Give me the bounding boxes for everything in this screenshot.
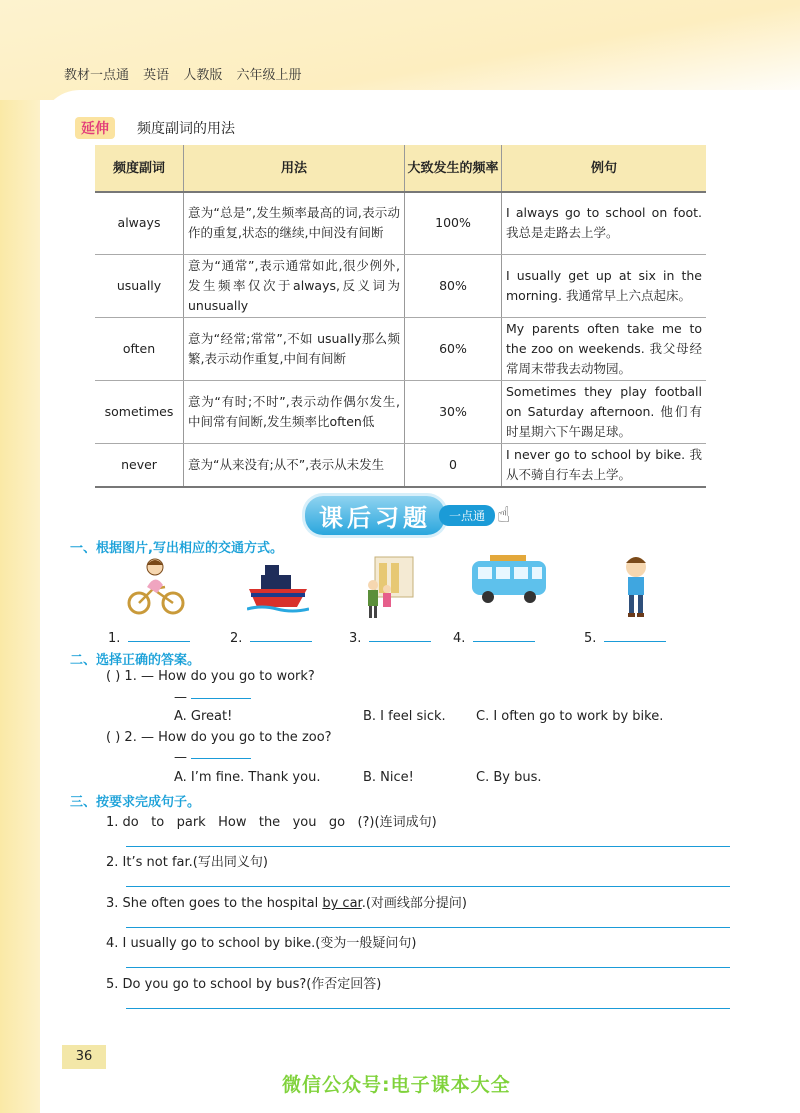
header-grade: 六年级上册: [236, 68, 302, 83]
answer-blank[interactable]: [250, 627, 312, 642]
extension-badge: 延伸: [75, 117, 115, 139]
question-number: 1.: [124, 669, 137, 684]
reply-dash: —: [174, 690, 187, 705]
reply-dash: —: [174, 750, 187, 765]
question-2: [106, 730, 332, 745]
transport-pictures: [125, 555, 685, 620]
task-number: 3.: [106, 896, 119, 911]
cell-frequency: 30%: [405, 380, 502, 443]
sentence-task-3: [106, 892, 467, 911]
table-row: [95, 380, 706, 443]
cell-usage: 意为“通常”,表示通常如此,很少例外,发生频率仅次于always,反义词为unusually: [184, 254, 405, 317]
banner-title: 课后习题: [305, 496, 445, 535]
answer-5: [584, 627, 666, 646]
cell-usage: 意为“经常;常常”,不如 usually那么频繁,表示动作重复,中间有间断: [184, 317, 405, 380]
answer-blank[interactable]: [369, 627, 431, 642]
header-book: 教材一点通: [64, 68, 130, 83]
question-2-option-a[interactable]: A. I’m fine. Thank you.: [174, 770, 321, 785]
answer-paren[interactable]: ( ): [106, 669, 121, 684]
task-underlined: by car: [322, 896, 362, 911]
answer-line[interactable]: [126, 886, 730, 887]
section2-title: 二、选择正确的答案。: [70, 653, 201, 668]
cell-adverb: often: [95, 317, 184, 380]
task-number: 5.: [106, 977, 119, 992]
table-header-row: [95, 145, 706, 192]
ship-icon: [247, 555, 309, 613]
cell-frequency: 80%: [405, 254, 502, 317]
cell-example: Sometimes they play football on Saturday afternoon. 他们有时星期六下午踢足球。: [502, 380, 707, 443]
question-prompt: — How do you go to work?: [140, 669, 315, 684]
reply-blank[interactable]: [191, 697, 251, 699]
answer-3: [349, 627, 431, 646]
cell-example: I usually get up at six in the morning. 我通常早上六点起床。: [502, 254, 707, 317]
answer-line[interactable]: [126, 927, 730, 928]
header-edition: 人教版: [183, 68, 223, 83]
col-header-usage: 用法: [184, 145, 405, 192]
sentence-task-2: [106, 851, 268, 870]
cell-example: I always go to school on foot. 我总是走路去上学。: [502, 192, 707, 254]
answer-number: 5.: [584, 631, 597, 646]
cell-usage: 意为“从来没有;从不”,表示从未发生: [184, 443, 405, 487]
answer-4: [453, 627, 535, 646]
sentence-task-1: [106, 811, 437, 830]
frequency-adverb-table: [95, 145, 706, 488]
cell-adverb: sometimes: [95, 380, 184, 443]
task-number: 4.: [106, 936, 119, 951]
question-1-option-b[interactable]: B. I feel sick.: [363, 709, 446, 724]
pointing-hand-icon: ☝: [497, 502, 511, 528]
task-text-before: She often goes to the hospital: [122, 896, 323, 911]
sentence-task-5: [106, 973, 381, 992]
page-header: [64, 64, 311, 83]
task-text-after: .(对画线部分提问): [361, 896, 467, 911]
col-header-adverb: 频度副词: [95, 145, 184, 192]
task-text: Do you go to school by bus?(作否定回答): [122, 977, 382, 992]
extension-title: 频度副词的用法: [137, 121, 235, 137]
table-row: [95, 317, 706, 380]
header-subject: 英语: [143, 68, 170, 83]
cell-example: I never go to school by bike. 我从不骑自行车去上学。: [502, 443, 707, 487]
question-prompt: — How do you go to the zoo?: [140, 730, 332, 745]
cell-adverb: never: [95, 443, 184, 487]
answer-number: 2.: [230, 631, 243, 646]
answer-blank[interactable]: [128, 627, 190, 642]
watermark: 微信公众号:电子课本大全: [282, 1074, 511, 1096]
section1-title: 一、根据图片,写出相应的交通方式。: [70, 541, 283, 556]
page-background-top: [0, 0, 800, 100]
table-row: [95, 443, 706, 487]
cell-frequency: 0: [405, 443, 502, 487]
answer-line[interactable]: [126, 967, 730, 968]
question-2-reply: [174, 750, 251, 765]
answer-blank[interactable]: [604, 627, 666, 642]
answer-paren[interactable]: ( ): [106, 730, 121, 745]
cell-example: My parents often take me to the zoo on weekends. 我父母经常周末带我去动物园。: [502, 317, 707, 380]
question-2-option-b[interactable]: B. Nice!: [363, 770, 414, 785]
banner-subtitle: 一点通: [439, 505, 495, 526]
cell-adverb: always: [95, 192, 184, 254]
page-background-left: [0, 100, 40, 1113]
answer-2: [230, 627, 312, 646]
answer-blank[interactable]: [473, 627, 535, 642]
cell-frequency: 100%: [405, 192, 502, 254]
page-number: 36: [62, 1045, 106, 1069]
task-text: I usually go to school by bike.(变为一般疑问句): [122, 936, 417, 951]
bus-icon: [470, 555, 548, 605]
people-at-subway-icon: [363, 555, 415, 621]
extension-heading: [75, 117, 235, 139]
question-1-option-c[interactable]: C. I often go to work by bike.: [476, 709, 664, 724]
question-1: [106, 669, 315, 684]
boy-walking-icon: [620, 555, 652, 619]
reply-blank[interactable]: [191, 757, 251, 759]
answer-1: [108, 627, 190, 646]
cell-adverb: usually: [95, 254, 184, 317]
section3-title: 三、按要求完成句子。: [70, 795, 201, 810]
question-number: 2.: [124, 730, 137, 745]
answer-number: 1.: [108, 631, 121, 646]
cell-usage: 意为“有时;不时”,表示动作偶尔发生,中间常有间断,发生频率比often低: [184, 380, 405, 443]
answer-line[interactable]: [126, 846, 730, 847]
task-number: 1.: [106, 815, 119, 830]
col-header-example: 例句: [502, 145, 707, 192]
exercise-banner: [305, 495, 510, 535]
task-text: It’s not far.(写出同义句): [122, 855, 268, 870]
table-row: [95, 254, 706, 317]
task-text: do to park How the you go (?)(连词成句): [122, 815, 437, 830]
answer-line[interactable]: [126, 1008, 730, 1009]
table-row: [95, 192, 706, 254]
cell-frequency: 60%: [405, 317, 502, 380]
cell-usage: 意为“总是”,发生频率最高的词,表示动作的重复,状态的继续,中间没有间断: [184, 192, 405, 254]
girl-on-bike-icon: [125, 555, 187, 615]
question-1-reply: [174, 690, 251, 705]
answer-number: 4.: [453, 631, 466, 646]
question-1-option-a[interactable]: A. Great!: [174, 709, 233, 724]
question-2-option-c[interactable]: C. By bus.: [476, 770, 542, 785]
task-number: 2.: [106, 855, 119, 870]
answer-number: 3.: [349, 631, 362, 646]
sentence-task-4: [106, 932, 416, 951]
col-header-frequency: 大致发生的频率: [405, 145, 502, 192]
